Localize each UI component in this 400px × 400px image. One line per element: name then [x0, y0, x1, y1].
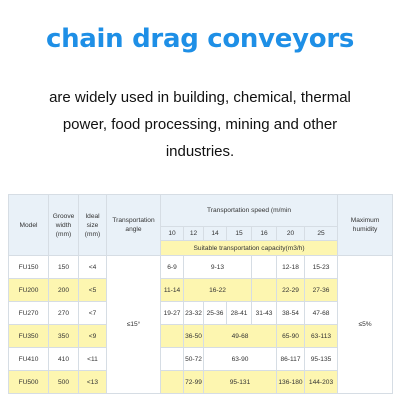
cell-cap-20: 86-117 — [277, 348, 305, 371]
cell-cap-12: 23-32 — [184, 302, 204, 325]
speed-12: 12 — [184, 227, 204, 241]
table-row — [9, 325, 393, 348]
cell-humidity: ≤5% — [338, 256, 393, 394]
table-row — [9, 279, 393, 302]
cell-cap-16 — [252, 279, 277, 302]
speed-15: 15 — [227, 227, 252, 241]
cell-ideal: <4 — [79, 256, 107, 279]
cell-cap-20: 12-18 — [277, 256, 305, 279]
cell-groove: 270 — [49, 302, 79, 325]
cell-groove: 150 — [49, 256, 79, 279]
cell-cap-16: 31-43 — [252, 302, 277, 325]
cell-cap-12: 50-72 — [184, 348, 204, 371]
headline: chain drag conveyors — [45, 24, 355, 54]
speed-10: 10 — [161, 227, 184, 241]
cell-ideal: <13 — [79, 371, 107, 394]
cell-cap-20: 136-180 — [277, 371, 305, 394]
cell-model: FU500 — [9, 371, 49, 394]
cell-cap-25: 63-113 — [305, 325, 338, 348]
cell-cap-12: 72-99 — [184, 371, 204, 394]
speed-14: 14 — [204, 227, 227, 241]
specification-table — [8, 194, 393, 394]
cell-cap-10 — [161, 371, 184, 394]
header-maximum-humidity: Maximum humidity — [338, 195, 393, 256]
cell-cap-15: 28-41 — [227, 302, 252, 325]
description — [20, 84, 380, 165]
table-row — [9, 348, 393, 371]
description-line-1: are widely used in building, chemical, thermal — [49, 89, 351, 106]
cell-ideal: <5 — [79, 279, 107, 302]
cell-cap-25: 15-23 — [305, 256, 338, 279]
cell-ideal: <9 — [79, 325, 107, 348]
cell-cap-10: 6-9 — [161, 256, 184, 279]
header-transportation-speed: Transportation speed (m/min — [161, 195, 338, 227]
cell-cap-25: 144-203 — [305, 371, 338, 394]
header-capacity: Suitable transportation capacity(m3/h) — [161, 241, 338, 256]
cell-cap-10 — [161, 325, 184, 348]
cell-angle: ≤15° — [107, 256, 161, 394]
cell-ideal: <7 — [79, 302, 107, 325]
cell-cap-25: 27-36 — [305, 279, 338, 302]
cell-model: FU150 — [9, 256, 49, 279]
cell-cap-14: 25-36 — [204, 302, 227, 325]
cell-groove: 500 — [49, 371, 79, 394]
cell-model: FU350 — [9, 325, 49, 348]
cell-cap-20: 38-54 — [277, 302, 305, 325]
table-row — [9, 371, 393, 394]
cell-groove: 350 — [49, 325, 79, 348]
cell-cap-25: 95-135 — [305, 348, 338, 371]
header-model: Model — [9, 195, 49, 256]
cell-cap-16 — [252, 256, 277, 279]
cell-cap-10: 11-14 — [161, 279, 184, 302]
cell-ideal: <11 — [79, 348, 107, 371]
header-transportation-angle: Transportation angle — [107, 195, 161, 256]
cell-cap-14-16: 49-68 — [204, 325, 277, 348]
cell-model: FU270 — [9, 302, 49, 325]
cell-cap-10 — [161, 348, 184, 371]
cell-cap-20: 65-90 — [277, 325, 305, 348]
speed-25: 25 — [305, 227, 338, 241]
cell-groove: 200 — [49, 279, 79, 302]
cell-cap-20: 22-29 — [277, 279, 305, 302]
cell-cap-12-15: 16-22 — [184, 279, 252, 302]
cell-cap-14-16: 95-131 — [204, 371, 277, 394]
cell-cap-12-15: 9-13 — [184, 256, 252, 279]
cell-cap-12: 36-50 — [184, 325, 204, 348]
cell-cap-10: 19-27 — [161, 302, 184, 325]
cell-model: FU200 — [9, 279, 49, 302]
speed-20: 20 — [277, 227, 305, 241]
header-groove-width: Groove width (mm) — [49, 195, 79, 256]
header-ideal-size: Ideal size (mm) — [79, 195, 107, 256]
header-row-1 — [9, 195, 393, 227]
speed-16: 16 — [252, 227, 277, 241]
cell-model: FU410 — [9, 348, 49, 371]
cell-groove: 410 — [49, 348, 79, 371]
description-line-2: power, food processing, mining and other — [62, 116, 338, 133]
cell-cap-25: 47-68 — [305, 302, 338, 325]
table-row — [9, 256, 393, 279]
table-row — [9, 302, 393, 325]
description-line-3: industries. — [165, 143, 235, 160]
cell-cap-14-16: 63-90 — [204, 348, 277, 371]
